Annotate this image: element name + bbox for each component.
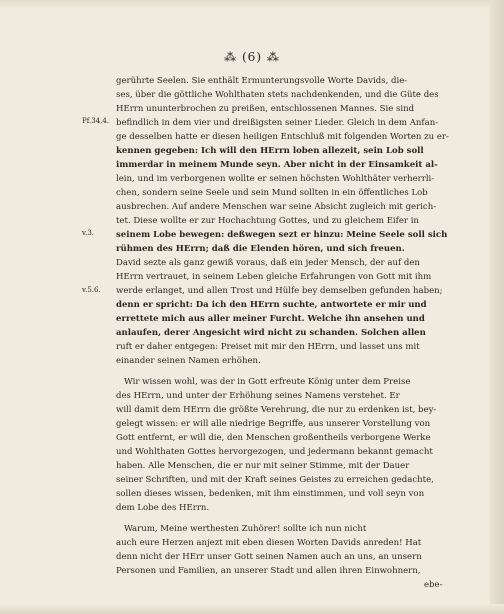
body-line: ses, über die göttliche Wohlthaten stets nachdenkenden, und die Güte des bbox=[116, 90, 439, 100]
body-line: ge desselben hatte er diesen heiligen Entschluß mit folgenden Worten zu er- bbox=[116, 132, 449, 142]
body-line: will damit dem HErrn die größte Verehrung, die nur zu erdenken ist, bey- bbox=[116, 405, 437, 415]
body-line: HErrn vertrauet, in seinem Leben gleiche Erfahrungen von Gott mit ihm bbox=[116, 272, 432, 282]
body-line: befindlich in dem vier und dreißigsten seiner Lieder. Gleich in dem Anfan- bbox=[116, 118, 439, 128]
margin-reference-psalm: Pf.34,4. bbox=[82, 117, 110, 125]
body-line: werde erlanget, und allen Trost und Hülfe bey demselben gefunden haben; bbox=[116, 286, 443, 296]
margin-reference-verse-3: v.3. bbox=[82, 229, 95, 237]
body-line: seiner Schriften, und mit der Kraft seines Geistes zu erreichen gedachte, bbox=[116, 475, 434, 485]
body-line-emphasis: immerdar in meinem Munde seyn. Aber nicht in der Einsamkeit al- bbox=[116, 160, 438, 170]
page-right-edge bbox=[490, 0, 504, 614]
page-bottom-edge bbox=[0, 604, 504, 614]
body-line-emphasis: denn er spricht: Da ich den HErrn suchte, antwortete er mir und bbox=[116, 300, 427, 310]
page-header bbox=[0, 50, 504, 64]
body-line: chen, sondern seine Seele und sein Mund sollten in ein öffentliches Lob bbox=[116, 188, 428, 198]
body-line: des HErrn, und unter der Erhöhung seines Namens verstehet. Er bbox=[116, 391, 400, 401]
body-line: sollen dieses wissen, bedenken, mit ihm einstimmen, und voll seyn von bbox=[116, 489, 425, 499]
body-line-emphasis: kennen gegeben: Ich will den HErrn loben allezeit, sein Lob soll bbox=[116, 146, 424, 156]
body-line: Gott entfernt, er will die, den Menschen großentheils verborgene Werke bbox=[116, 433, 431, 443]
body-line: haben. Alle Menschen, die er nur mit seiner Stimme, mit der Dauer bbox=[116, 461, 410, 471]
body-line: lein, und im verborgenen wollte er seinen höchsten Wohlthäter verherrli- bbox=[116, 174, 435, 184]
body-line: ausbrechen. Auf andere Menschen war seine Absicht zugleich mit gerich- bbox=[116, 202, 437, 212]
body-line: tet. Diese wollte er zur Hochachtung Gottes, und zu gleichem Eifer in bbox=[116, 216, 419, 226]
body-line: einander seinen Namen erhöhen. bbox=[116, 356, 261, 366]
body-line: David sezte als ganz gewiß voraus, daß ein jeder Mensch, der auf den bbox=[116, 258, 420, 268]
ornament-left-icon: ⁂ bbox=[224, 50, 238, 64]
body-line: gelegt wissen: er will alle niedrige Begriffe, aus unserer Vorstellung von bbox=[116, 419, 431, 429]
body-line: ruft er daher entgegen: Preiset mit mir den HErrn, und lasset uns mit bbox=[116, 342, 420, 352]
body-line-indent: Warum, Meine werthesten Zuhörer! sollte ich nun nicht bbox=[124, 524, 367, 534]
body-line: gerührte Seelen. Sie enthält Ermunterungsvolle Worte Davids, die- bbox=[116, 76, 408, 86]
page-number: (6) bbox=[242, 50, 262, 64]
body-line-indent: Wir wissen wohl, was der in Gott erfreute König unter dem Preise bbox=[124, 377, 411, 387]
body-line: Personen und Familien, an unserer Stadt und allen ihren Einwohnern, bbox=[116, 566, 421, 576]
ornament-right-icon: ⁂ bbox=[266, 50, 280, 64]
catchword: ebe- bbox=[424, 580, 443, 590]
body-line-emphasis: anlaufen, derer Angesicht wird nicht zu schanden. Solchen allen bbox=[116, 328, 426, 338]
body-line: HErrn ununterbrochen zu preißen, entschlossenen Mannes. Sie sind bbox=[116, 104, 415, 114]
body-line: denn nicht der HErr unser Gott seinen Namen auch an uns, an unsern bbox=[116, 552, 422, 562]
body-line: dem Lobe des HErrn. bbox=[116, 503, 210, 513]
body-line: und Wohlthaten Gottes hervorgezogen, und jedermann bekannt gemacht bbox=[116, 447, 433, 457]
body-line: auch eure Herzen anjezt mit eben diesen Worten Davids anreden! Hat bbox=[116, 538, 422, 548]
page-top-edge bbox=[0, 0, 504, 8]
body-line-emphasis: errettete mich aus aller meiner Furcht. Welche ihn ansehen und bbox=[116, 314, 425, 324]
margin-reference-verse-5-6: v.5.6. bbox=[82, 286, 101, 294]
body-line-emphasis: seinem Lobe bewegen: deßwegen sezt er hinzu: Meine Seele soll sich bbox=[116, 230, 448, 240]
body-line-emphasis: rühmen des HErrn; daß die Elenden hören, und sich freuen. bbox=[116, 244, 405, 254]
